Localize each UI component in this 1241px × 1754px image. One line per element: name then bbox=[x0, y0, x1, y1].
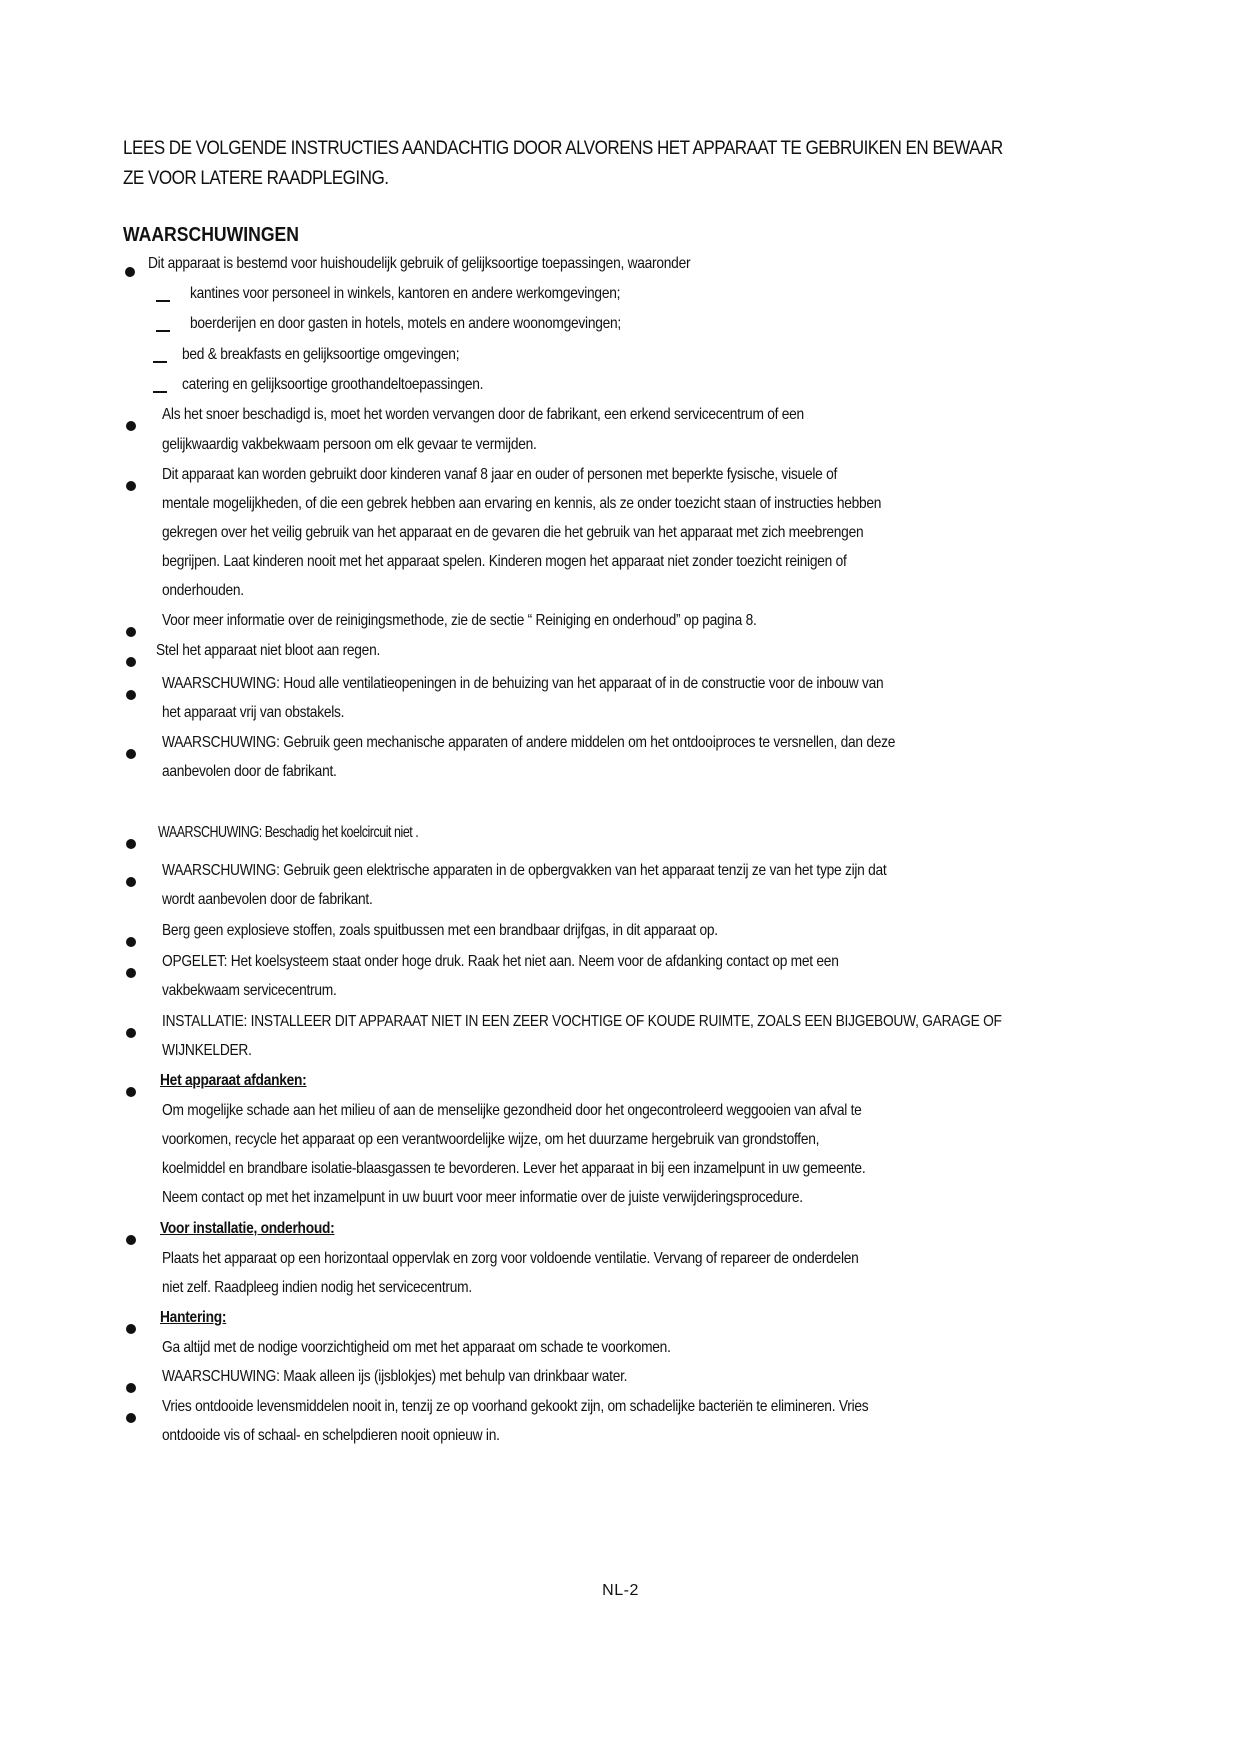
bullet-marker bbox=[126, 839, 136, 849]
bullet-marker bbox=[126, 877, 136, 887]
bullet-marker bbox=[126, 421, 136, 431]
dash-marker bbox=[156, 330, 170, 332]
warning-item: WAARSCHUWING: Gebruik geen mechanische apparaten of andere middelen om het ontdooiproces te versnellen, dan deze bbox=[162, 734, 896, 751]
intro-paragraph: LEES DE VOLGENDE INSTRUCTIES AANDACHTIG DOOR ALVORENS HET APPARAAT TE GEBRUIKEN EN BEWAAR ZE VOOR LATERE RAADPLEGING. bbox=[123, 138, 1003, 189]
warning-item: Voor meer informatie over de reinigingsmethode, zie de sectie “ Reiniging en onderhoud” op pagina 8. bbox=[162, 612, 757, 629]
warning-item-cont: ontdooide vis of schaal- en schelpdieren nooit opnieuw in. bbox=[162, 1427, 500, 1444]
warning-item-cont: wordt aanbevolen door de fabrikant. bbox=[162, 891, 373, 908]
warning-item-cont: mentale mogelijkheden, of die een gebrek hebben aan ervaring en kennis, als ze onder toezicht staan of instructies hebben bbox=[162, 495, 882, 512]
warning-item: WAARSCHUWING: Houd alle ventilatieopeningen in de behuizing van het apparaat of in de constructie voor de inbouw van bbox=[162, 675, 884, 692]
warning-item-cont: vakbekwaam servicecentrum. bbox=[162, 982, 337, 999]
paragraph-line: Plaats het apparaat op een horizontaal oppervlak en zorg voor voldoende ventilatie. Vervang of repareer de onderdelen bbox=[162, 1250, 859, 1267]
bullet-marker bbox=[126, 657, 136, 667]
bullet-marker bbox=[126, 937, 136, 947]
warning-item-cont: gelijkwaardig vakbekwaam persoon om elk gevaar te vermijden. bbox=[162, 436, 537, 453]
subsection-title-disposal: Het apparaat afdanken: bbox=[160, 1072, 307, 1089]
dash-marker bbox=[156, 300, 170, 302]
warning-item: WAARSCHUWING: Gebruik geen elektrische apparaten in de opbergvakken van het apparaat tenzij ze van het type zijn dat bbox=[162, 862, 887, 879]
paragraph-line: Ga altijd met de nodige voorzichtigheid om met het apparaat om schade te voorkomen. bbox=[162, 1339, 671, 1356]
warning-item: Vries ontdooide levensmiddelen nooit in, tenzij ze op voorhand gekookt zijn, om schadelijke bacteriën te elimineren. Vries bbox=[162, 1398, 869, 1415]
bullet-marker bbox=[126, 1087, 136, 1097]
warning-item: Als het snoer beschadigd is, moet het worden vervangen door de fabrikant, een erkend servicecentrum of een bbox=[162, 406, 804, 423]
paragraph-line: niet zelf. Raadpleeg indien nodig het servicecentrum. bbox=[162, 1279, 472, 1296]
paragraph-line: Neem contact op met het inzamelpunt in uw buurt voor meer informatie over de juiste verwijderingsprocedure. bbox=[162, 1189, 803, 1206]
warning-item-cont: onderhouden. bbox=[162, 582, 244, 599]
warning-item-cont: aanbevolen door de fabrikant. bbox=[162, 763, 337, 780]
warning-item: Berg geen explosieve stoffen, zoals spuitbussen met een brandbaar drijfgas, in dit apparaat op. bbox=[162, 922, 718, 939]
page-number: NL-2 bbox=[602, 1582, 639, 1599]
warning-item: WAARSCHUWING: Maak alleen ijs (ijsblokjes) met behulp van drinkbaar water. bbox=[162, 1368, 628, 1385]
warning-item: Dit apparaat kan worden gebruikt door kinderen vanaf 8 jaar en ouder of personen met beperkte fysische, visuele of bbox=[162, 466, 838, 483]
sub-item: boerderijen en door gasten in hotels, motels en andere woonomgevingen; bbox=[190, 315, 621, 332]
bullet-marker bbox=[126, 627, 136, 637]
dash-marker bbox=[153, 361, 167, 363]
sub-item: catering en gelijksoortige groothandeltoepassingen. bbox=[182, 376, 484, 393]
paragraph-line: Om mogelijke schade aan het milieu of aan de menselijke gezondheid door het ongecontroleerd weggooien van afval te bbox=[162, 1102, 862, 1119]
warning-item: Dit apparaat is bestemd voor huishoudelijk gebruik of gelijksoortige toepassingen, waaronder bbox=[148, 255, 691, 272]
bullet-marker bbox=[126, 1235, 136, 1245]
bullet-marker bbox=[126, 1383, 136, 1393]
warning-item: OPGELET: Het koelsysteem staat onder hoge druk. Raak het niet aan. Neem voor de afdanking contact op met een bbox=[162, 953, 839, 970]
bullet-marker bbox=[126, 1028, 136, 1038]
section-heading-warnings: WAARSCHUWINGEN bbox=[123, 224, 299, 246]
bullet-marker bbox=[126, 690, 136, 700]
warning-item: INSTALLATIE: INSTALLEER DIT APPARAAT NIET IN EEN ZEER VOCHTIGE OF KOUDE RUIMTE, ZOALS EEN BIJGEBOUW, GARAGE OF bbox=[162, 1013, 1002, 1030]
warning-item-cont: WIJNKELDER. bbox=[162, 1042, 252, 1059]
bullet-marker bbox=[125, 267, 135, 277]
sub-item: kantines voor personeel in winkels, kantoren en andere werkomgevingen; bbox=[190, 285, 621, 302]
warning-item: Stel het apparaat niet bloot aan regen. bbox=[156, 642, 381, 659]
warning-item-cont: begrijpen. Laat kinderen nooit met het apparaat spelen. Kinderen mogen het apparaat niet zonder toezicht reinigen of bbox=[162, 553, 847, 570]
dash-marker bbox=[153, 391, 167, 393]
warning-item-cont: gekregen over het veilig gebruik van het apparaat en de gevaren die het gebruik van het apparaat met zich meebrengen bbox=[162, 524, 864, 541]
sub-item: bed & breakfasts en gelijksoortige omgevingen; bbox=[182, 346, 460, 363]
subsection-title-installation: Voor installatie, onderhoud: bbox=[160, 1220, 335, 1237]
warning-item: WAARSCHUWING: Beschadig het koelcircuit niet . bbox=[158, 824, 419, 841]
paragraph-line: voorkomen, recycle het apparaat op een verantwoordelijke wijze, om het duurzame hergebruik van grondstoffen, bbox=[162, 1131, 820, 1148]
subsection-title-handling: Hantering: bbox=[160, 1309, 227, 1326]
bullet-marker bbox=[126, 481, 136, 491]
paragraph-line: koelmiddel en brandbare isolatie-blaasgassen te bevorderen. Lever het apparaat in bij een inzamelpunt in uw gemeente. bbox=[162, 1160, 866, 1177]
bullet-marker bbox=[126, 1413, 136, 1423]
warning-item-cont: het apparaat vrij van obstakels. bbox=[162, 704, 345, 721]
bullet-marker bbox=[126, 749, 136, 759]
bullet-marker bbox=[126, 1324, 136, 1334]
bullet-marker bbox=[126, 968, 136, 978]
